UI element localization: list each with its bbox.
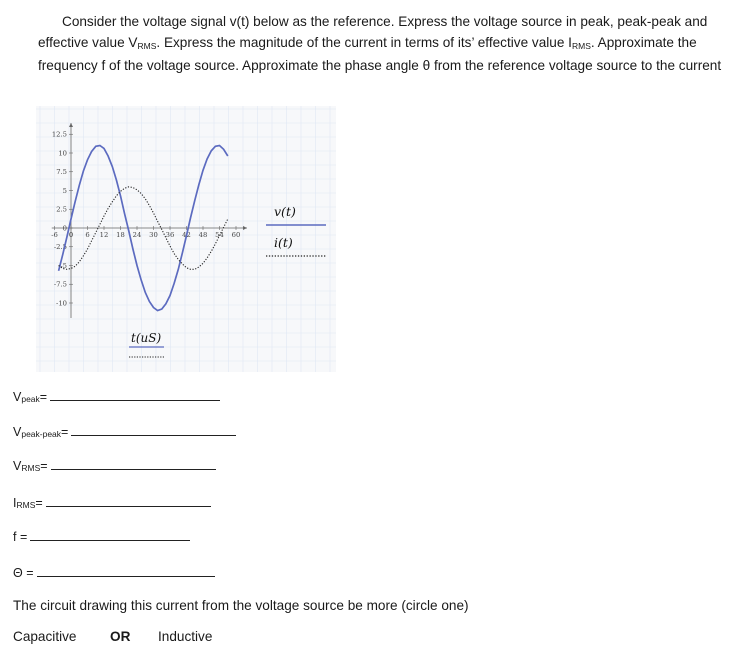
blank-equals: = — [61, 425, 69, 439]
blank-equals: = — [40, 459, 48, 473]
choice-capacitive[interactable]: Capacitive — [13, 629, 77, 644]
x-tick-label: 54 — [215, 231, 224, 239]
instructions — [38, 12, 728, 77]
blank-label: Θ = — [13, 566, 34, 580]
y-tick-label: -10 — [56, 299, 67, 308]
x-tick-label: 30 — [149, 231, 158, 239]
waveform-plot — [36, 106, 336, 372]
y-tick-label: -7.5 — [53, 280, 67, 289]
answer-line[interactable] — [37, 576, 215, 577]
blank-subscript: peak-peak — [21, 429, 62, 439]
y-tick-label: 7.5 — [56, 168, 67, 177]
blank-label: V — [13, 425, 22, 439]
blank-label: I — [13, 496, 17, 510]
choice-inductive[interactable]: Inductive — [158, 629, 213, 644]
vrms-blank[interactable] — [13, 459, 216, 473]
blank-equals: = — [35, 496, 43, 510]
instructions-line-2 — [38, 33, 728, 57]
y-tick-label: -2.5 — [53, 243, 67, 252]
x-tick-label: 12 — [99, 231, 109, 239]
irms-blank[interactable] — [13, 496, 211, 510]
legend-i-label: i(t) — [274, 235, 293, 250]
irms-subscript: RMS — [571, 40, 591, 51]
x-tick-label: 36 — [165, 231, 175, 239]
blank-subscript: RMS — [16, 500, 36, 510]
answer-line[interactable] — [46, 506, 211, 507]
choice-or: OR — [110, 629, 131, 644]
vpeak-blank[interactable] — [13, 390, 220, 404]
instructions-line-2a: effective value V — [38, 34, 138, 50]
x-tick-label: 42 — [182, 231, 191, 239]
x-tick-label: -6 — [51, 231, 58, 239]
x-tick-label: 0 — [68, 231, 74, 239]
instructions-line-1: Consider the voltage signal v(t) below as the reference. Express the voltage source in peak, peak-peak and — [62, 14, 708, 29]
blank-equals: = — [39, 390, 48, 404]
frequency-blank[interactable] — [13, 530, 190, 544]
x-tick-label: 6 — [85, 231, 90, 239]
x-tick-label: 24 — [132, 231, 142, 239]
answer-line[interactable] — [71, 435, 236, 436]
answer-line[interactable] — [51, 469, 216, 470]
x-axis-label: t(uS) — [131, 331, 162, 345]
instructions-line-3: frequency f of the voltage source. Approximate the phase angle θ from the reference voltage source to the current — [38, 58, 722, 73]
instructions-line-2c: . Approximate the — [590, 34, 697, 50]
blank-subscript: RMS — [21, 463, 41, 473]
answer-line[interactable] — [30, 540, 190, 541]
instructions-line-2b: . Express the magnitude of the current in terms of its’ effective value I — [156, 34, 572, 50]
y-tick-label: 0 — [62, 224, 67, 233]
blank-label: V — [13, 459, 22, 473]
phase-angle-blank[interactable] — [13, 566, 215, 580]
y-tick-label: 12.5 — [51, 130, 67, 139]
y-tick-label: 2.5 — [56, 205, 67, 214]
vrms-subscript: RMS — [137, 40, 157, 51]
legend-v-label: v(t) — [274, 204, 296, 219]
x-tick-label: 18 — [116, 231, 125, 239]
x-tick-label: 48 — [198, 231, 208, 239]
y-tick-label: -5 — [60, 261, 67, 270]
vpeak-peak-blank[interactable] — [13, 425, 236, 439]
circle-one-question: The circuit drawing this current from the voltage source be more (circle one) — [13, 598, 469, 613]
blank-label: V — [13, 390, 22, 404]
blank-label: f = — [13, 530, 28, 544]
y-tick-label: 5 — [62, 186, 67, 195]
x-tick-label: 60 — [231, 231, 241, 239]
blank-subscript: peak — [21, 394, 40, 404]
answer-line[interactable] — [50, 400, 220, 401]
y-tick-label: 10 — [58, 149, 67, 158]
